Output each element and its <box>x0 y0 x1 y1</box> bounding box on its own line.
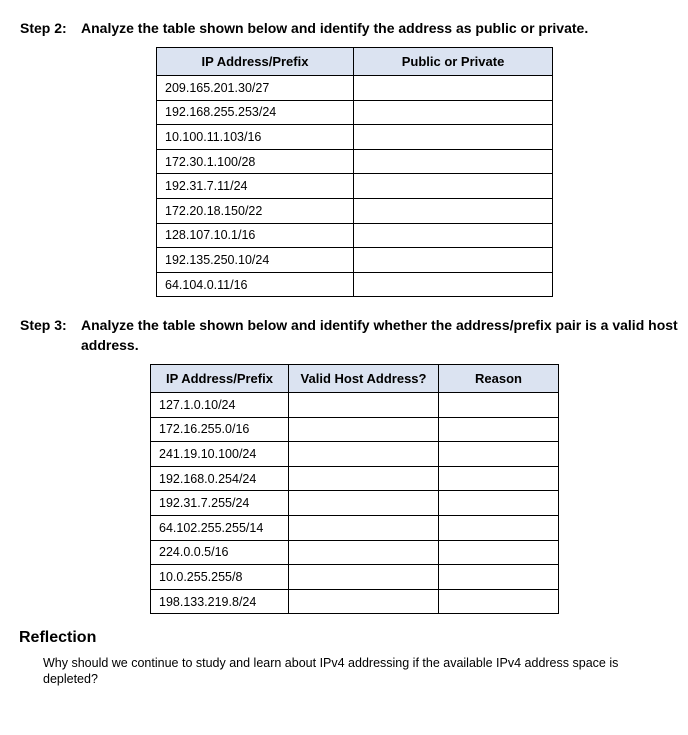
header-reason: Reason <box>439 365 559 393</box>
valid-host-answer-cell[interactable] <box>289 417 439 442</box>
ip-prefix-cell: 64.104.0.11/16 <box>157 272 354 297</box>
public-private-table <box>156 47 553 297</box>
ip-prefix-cell: 127.1.0.10/24 <box>151 393 289 418</box>
reason-answer-cell[interactable] <box>439 393 559 418</box>
public-private-answer-cell[interactable] <box>354 100 553 125</box>
ip-prefix-cell: 128.107.10.1/16 <box>157 223 354 248</box>
reason-answer-cell[interactable] <box>439 589 559 614</box>
public-private-answer-cell[interactable] <box>354 174 553 199</box>
table-row <box>157 198 553 223</box>
valid-host-table <box>150 364 559 614</box>
ip-prefix-cell: 192.31.7.11/24 <box>157 174 354 199</box>
ip-prefix-cell: 209.165.201.30/27 <box>157 76 354 101</box>
reason-answer-cell[interactable] <box>439 565 559 590</box>
reason-answer-cell[interactable] <box>439 491 559 516</box>
step-2-text: Analyze the table shown below and identify the address as public or private. <box>81 20 589 36</box>
public-private-answer-cell[interactable] <box>354 76 553 101</box>
ip-prefix-cell: 172.20.18.150/22 <box>157 198 354 223</box>
table-row <box>157 223 553 248</box>
header-ip-prefix: IP Address/Prefix <box>151 365 289 393</box>
header-valid-host: Valid Host Address? <box>289 365 439 393</box>
reason-answer-cell[interactable] <box>439 540 559 565</box>
ip-prefix-cell: 192.168.255.253/24 <box>157 100 354 125</box>
reason-answer-cell[interactable] <box>439 417 559 442</box>
table-row <box>151 589 559 614</box>
public-private-answer-cell[interactable] <box>354 198 553 223</box>
ip-prefix-cell: 198.133.219.8/24 <box>151 589 289 614</box>
valid-host-answer-cell[interactable] <box>289 393 439 418</box>
table-row <box>151 466 559 491</box>
public-private-answer-cell[interactable] <box>354 223 553 248</box>
table-header-row <box>151 365 559 393</box>
reason-answer-cell[interactable] <box>439 466 559 491</box>
table-row <box>157 125 553 150</box>
ip-prefix-cell: 192.135.250.10/24 <box>157 248 354 273</box>
header-public-private: Public or Private <box>354 48 553 76</box>
public-private-answer-cell[interactable] <box>354 149 553 174</box>
valid-host-answer-cell[interactable] <box>289 515 439 540</box>
table-row <box>151 393 559 418</box>
valid-host-answer-cell[interactable] <box>289 540 439 565</box>
ip-prefix-cell: 224.0.0.5/16 <box>151 540 289 565</box>
header-ip-prefix: IP Address/Prefix <box>157 48 354 76</box>
valid-host-answer-cell[interactable] <box>289 491 439 516</box>
valid-host-answer-cell[interactable] <box>289 442 439 467</box>
reason-answer-cell[interactable] <box>439 442 559 467</box>
table-row <box>151 491 559 516</box>
ip-prefix-cell: 192.31.7.255/24 <box>151 491 289 516</box>
ip-prefix-cell: 172.16.255.0/16 <box>151 417 289 442</box>
table-row <box>151 417 559 442</box>
valid-host-answer-cell[interactable] <box>289 565 439 590</box>
ip-prefix-cell: 10.0.255.255/8 <box>151 565 289 590</box>
valid-host-answer-cell[interactable] <box>289 589 439 614</box>
table-row <box>157 100 553 125</box>
reflection-heading: Reflection <box>19 629 97 646</box>
public-private-answer-cell[interactable] <box>354 248 553 273</box>
table-row <box>157 272 553 297</box>
step-3-label: Step 3: <box>20 317 67 333</box>
table-header-row <box>157 48 553 76</box>
step-3-text: Analyze the table shown below and identify whether the address/prefix pair is a valid host address. <box>81 317 678 353</box>
step-2-label: Step 2: <box>20 20 67 36</box>
ip-prefix-cell: 192.168.0.254/24 <box>151 466 289 491</box>
table-row <box>157 248 553 273</box>
reason-answer-cell[interactable] <box>439 515 559 540</box>
public-private-answer-cell[interactable] <box>354 125 553 150</box>
table-row <box>151 540 559 565</box>
ip-prefix-cell: 64.102.255.255/14 <box>151 515 289 540</box>
table-row <box>151 565 559 590</box>
table-row <box>151 515 559 540</box>
table-row <box>157 76 553 101</box>
public-private-answer-cell[interactable] <box>354 272 553 297</box>
table-row <box>157 149 553 174</box>
reflection-question: Why should we continue to study and learn about IPv4 addressing if the available IPv4 address space is depleted? <box>43 656 619 686</box>
valid-host-answer-cell[interactable] <box>289 466 439 491</box>
ip-prefix-cell: 10.100.11.103/16 <box>157 125 354 150</box>
ip-prefix-cell: 172.30.1.100/28 <box>157 149 354 174</box>
table-row <box>151 442 559 467</box>
table-row <box>157 174 553 199</box>
ip-prefix-cell: 241.19.10.100/24 <box>151 442 289 467</box>
